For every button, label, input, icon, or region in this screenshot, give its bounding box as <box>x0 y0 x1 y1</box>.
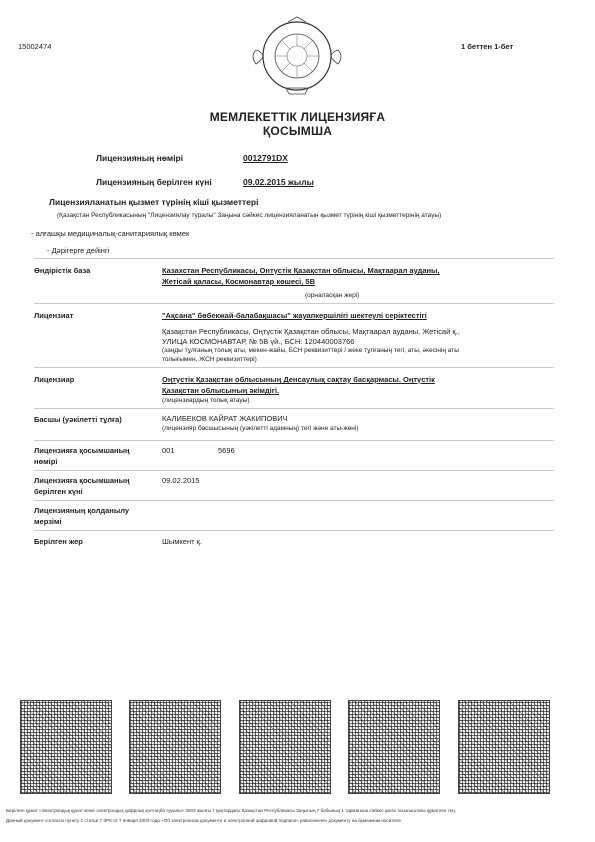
appendix-date-value: 09.02.2015 <box>162 476 200 485</box>
divider <box>34 258 554 259</box>
production-base-value: Казахстан Республикасы, Онтүстік Қазақстан облысы, Мақтаарал ауданы, <box>162 266 440 275</box>
appendix-number-value: 5696 <box>218 446 235 455</box>
head-value: КАЛИБЕКОВ КАЙРАТ ЖАКИПОВИЧ <box>162 414 288 423</box>
licensor-note: (лицензиардың толық атауы) <box>162 397 250 404</box>
qr-code <box>458 700 550 794</box>
license-issued-value: 09.02.2015 жылы <box>243 177 314 187</box>
qr-code <box>20 700 112 794</box>
subtypes-note: (Қазақстан Республикасының "Лицензиялау туралы" Заңына сәйкес лицензияланатын қызмет түрінің кіші қызметтерінің атауы) <box>57 212 442 219</box>
licensee-note: толығымен, ЖСН реквизиттері) <box>162 356 257 363</box>
license-issued-label: Лицензияның берілген күні <box>96 177 212 187</box>
footer-russian: Данный документ согласно пункту 1 статьи 7 ЗРК от 7 января 2003 года «Об электронном документе и электронной цифровой подписи» равнозначен документу на бумажном носителе <box>6 818 401 823</box>
head-label: Басшы (уәкілетті тұлға) <box>34 415 122 424</box>
document-title-line1: МЕМЛЕКЕТТІК ЛИЦЕНЗИЯҒА <box>209 110 386 124</box>
subtype-item: - Дәрігерге дейінгі <box>47 246 110 255</box>
licensee-label: Лицензиат <box>34 311 74 320</box>
divider <box>34 367 554 368</box>
validity-label: Лицензияның қолданылу <box>34 506 130 515</box>
appendix-number-value: 001 <box>162 446 175 455</box>
divider <box>34 408 554 409</box>
license-number-label: Лицензияның нөмірі <box>96 153 184 163</box>
document-number: 15002474 <box>18 42 52 51</box>
coat-of-arms-emblem <box>248 16 346 96</box>
place-value: Шымкент қ. <box>162 537 202 546</box>
divider <box>34 470 554 471</box>
production-base-value: Жетісай қаласы, Космонавтар көшесі, 5В <box>162 277 315 286</box>
licensee-name: "Ақсана" бөбекжай-балабақшасы" жауапкершілігі шектеулі серіктестігі <box>162 311 427 320</box>
validity-label: мерзімі <box>34 517 62 526</box>
head-note: (лицензияр басшысының (уәкілетті адамның) тегі және аты-жөні) <box>162 425 359 432</box>
divider <box>34 303 554 304</box>
page-info: 1 беттен 1-бет <box>461 42 514 51</box>
qr-code <box>239 700 331 794</box>
qr-code <box>129 700 221 794</box>
appendix-date-label: берілген күні <box>34 487 83 496</box>
license-number-value: 0012791DX <box>243 153 288 163</box>
licensor-label: Лицензиар <box>34 375 75 384</box>
qr-code <box>348 700 440 794</box>
production-base-note: (орналасқан жері) <box>305 292 360 299</box>
appendix-number-label: нөмірі <box>34 457 58 466</box>
licensee-address: УЛИЦА КОСМОНАВТАР, № 5В үй., БСН: 120440003766 <box>162 337 355 346</box>
subtype-item: - алғашқы медициналық-санитариялық көмек <box>31 229 190 238</box>
document-title-line2: ҚОСЫМША <box>262 124 333 138</box>
appendix-date-label: Лицензияға қосымшаның <box>34 476 130 485</box>
licensor-value: Оңтүстік Қазақстан облысының Денсаулық сақтау басқармасы. Оңтүстік <box>162 375 435 384</box>
divider <box>34 440 554 441</box>
licensee-note: (заңды тұлғаның толық аты, мекен-жайы, БСН реквизиттері / жеке тұлғаның тегі, аты, әкесінің аты <box>162 347 459 354</box>
appendix-number-label: Лицензияға қосымшаның <box>34 446 130 455</box>
licensee-address: Қазақстан Республикасы, Оңтүстік Қазақстан облысы, Мақтаарал ауданы, Жетісай қ., <box>162 327 460 336</box>
subtypes-heading: Лицензияланатын қызмет түрінің кіші қызметтері <box>49 197 259 207</box>
production-base-label: Өндірістік база <box>34 266 91 275</box>
licensor-value: Қазақстан облысының әкімдігі. <box>162 386 280 395</box>
footer-kazakh: Берілген құжат «Электрондық құжат және электрондық цифрлық қолтаңба туралы» 2003 жылғы 7 қаңтардағы Қазақстан Республикасы Заңының 7 бабының 1 тармағына сәйкес қағаз тасығыштағы құжатпен тең. <box>6 808 457 813</box>
divider <box>34 500 554 501</box>
divider <box>34 530 554 531</box>
place-label: Берілген жер <box>34 537 83 546</box>
